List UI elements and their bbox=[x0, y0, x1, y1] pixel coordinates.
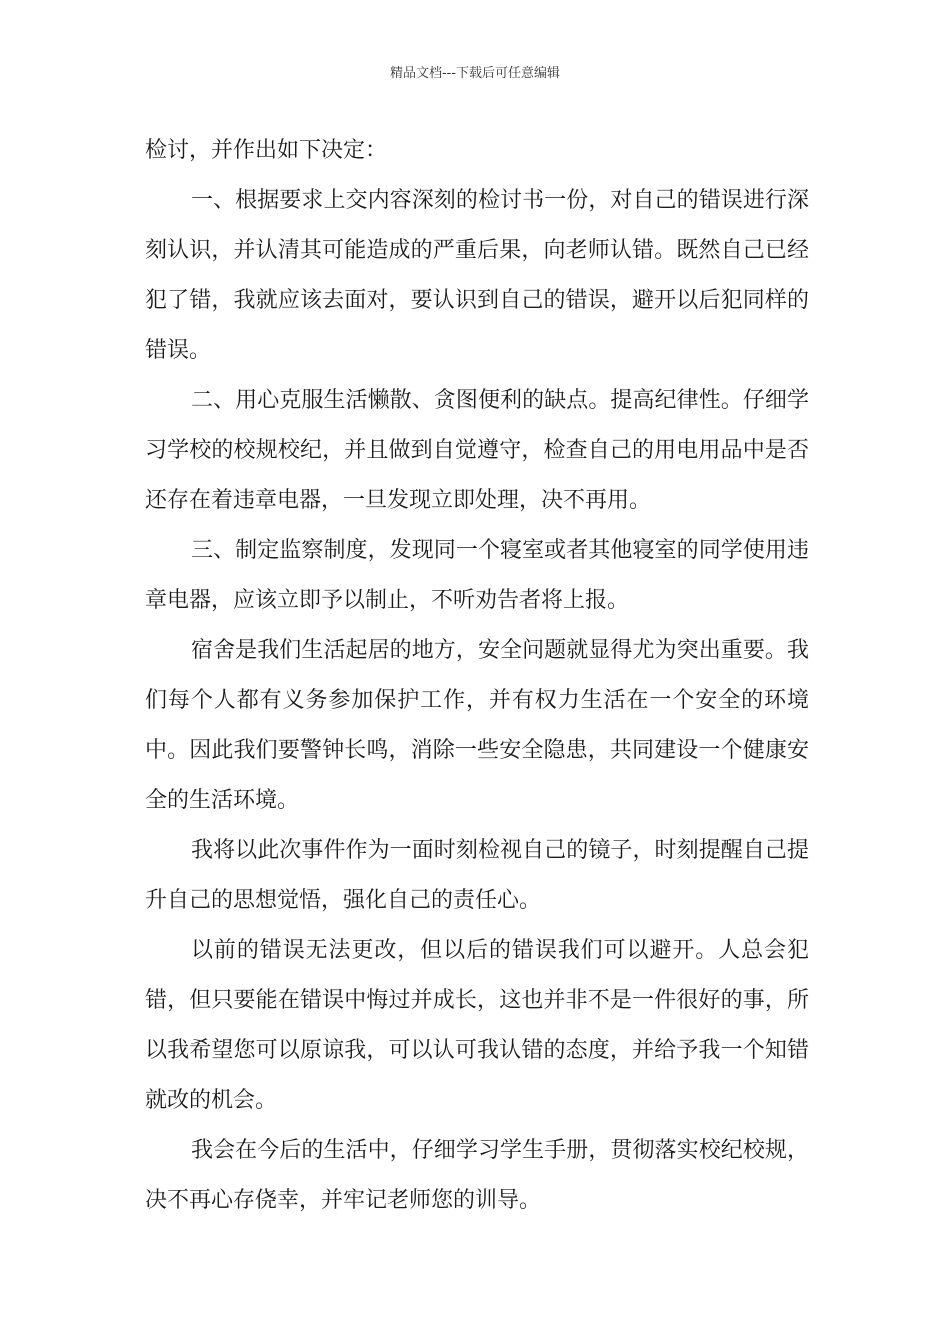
paragraph-decision-three: 三、制定监察制度，发现同一个寝室或者其他寝室的同学使用违章电器，应该立即予以制止，不听劝告者将上报。 bbox=[145, 538, 809, 613]
paragraph-continuation: 检讨，并作出如下决定： bbox=[145, 138, 388, 163]
paragraph-mirror: 我将以此次事件作为一面时刻检视自己的镜子，时刻提醒自己提升自己的思想觉悟，强化自己的责任心。 bbox=[145, 838, 809, 913]
page-header: 精品文档---下载后可任意编辑 bbox=[389, 66, 561, 81]
paragraph-dorm-safety: 宿舍是我们生活起居的地方，安全问题就显得尤为突出重要。我们每个人都有义务参加保护工作，并有权力生活在一个安全的环境中。因此我们要警钟长鸣，消除一些安全隐患，共同建设一个健康安全的生活环境。 bbox=[145, 638, 809, 813]
document-body bbox=[145, 126, 809, 1226]
paragraph-decision-one: 一、根据要求上交内容深刻的检讨书一份，对自己的错误进行深刻认识，并认清其可能造成的严重后果，向老师认错。既然自己已经犯了错，我就应该去面对，要认识到自己的错误，避开以后犯同样的错误。 bbox=[145, 188, 809, 363]
paragraph-decision-two: 二、用心克服生活懒散、贪图便利的缺点。提高纪律性。仔细学习学校的校规校纪，并且做到自觉遵守，检查自己的用电用品中是否还存在着违章电器，一旦发现立即处理，决不再用。 bbox=[145, 388, 809, 513]
paragraph-commitment: 我会在今后的生活中，仔细学习学生手册，贯彻落实校纪校规，决不再心存侥幸，并牢记老师您的训导。 bbox=[145, 1138, 809, 1213]
paragraph-forgiveness: 以前的错误无法更改，但以后的错误我们可以避开。人总会犯错，但只要能在错误中悔过并成长，这也并非不是一件很好的事，所以我希望您可以原谅我，可以认可我认错的态度，并给予我一个知错就改的机会。 bbox=[145, 938, 809, 1113]
